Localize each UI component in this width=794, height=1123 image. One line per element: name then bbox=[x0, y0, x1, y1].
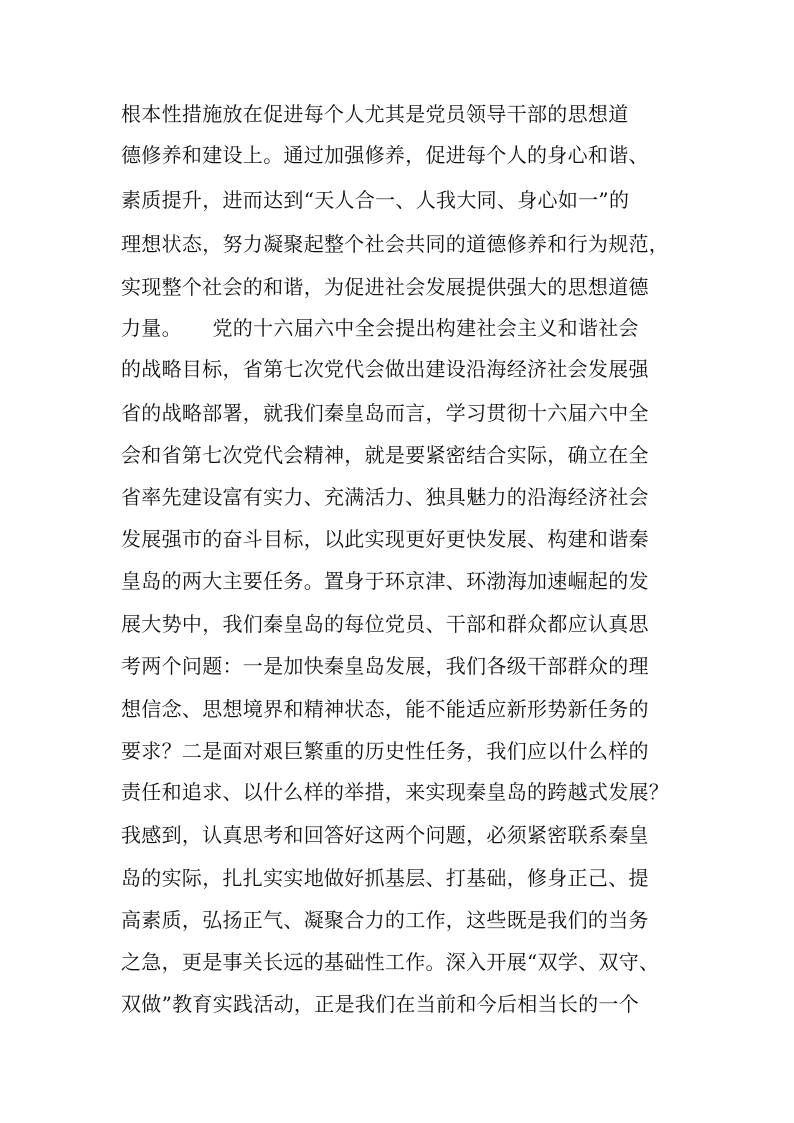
text-line: 根本性措施放在促进每个人尤其是党员领导干部的思想道 bbox=[121, 102, 629, 126]
text-line: 我感到，认真思考和回答好这两个问题，必须紧密联系秦皇 bbox=[121, 823, 649, 847]
text-line: 省率先建设富有实力、充满活力、独具魅力的沿海经济社会 bbox=[121, 485, 649, 509]
text-line: 会和省第七次党代会精神，就是要紧密结合实际，确立在全 bbox=[121, 443, 649, 467]
text-line: 展大势中，我们秦皇岛的每位党员、干部和群众都应认真思 bbox=[121, 612, 649, 636]
text-line: 德修养和建设上。通过加强修养，促进每个人的身心和谐、 bbox=[121, 143, 649, 167]
text-line: 力量。 党的十六届六中全会提出构建社会主义和谐社会 bbox=[121, 316, 639, 340]
text-line: 双做”教育实践活动，正是我们在当前和今后相当长的一个 bbox=[121, 992, 640, 1016]
text-line: 皇岛的两大主要任务。置身于环京津、环渤海加速崛起的发 bbox=[121, 569, 649, 593]
text-line: 理想状态，努力凝聚起整个社会共同的道德修养和行为规范， bbox=[121, 232, 670, 256]
text-line: 责任和追求、以什么样的举措，来实现秦皇岛的跨越式发展？ bbox=[121, 780, 670, 804]
text-line: 考两个问题：一是加快秦皇岛发展，我们各级干部群众的理 bbox=[121, 654, 649, 678]
text-line: 想信念、思想境界和精神状态，能不能适应新形势新任务的 bbox=[121, 697, 649, 721]
text-line: 的战略目标，省第七次党代会做出建设沿海经济社会发展强 bbox=[121, 357, 649, 381]
text-line: 岛的实际，扎扎实实地做好抓基层、打基础，修身正己、提 bbox=[121, 866, 649, 890]
text-line: 省的战略部署，就我们秦皇岛而言，学习贯彻十六届六中全 bbox=[121, 401, 649, 425]
text-line: 素质提升，进而达到“天人合一、人我大同、身心如一”的 bbox=[121, 188, 630, 212]
text-line: 实现整个社会的和谐，为促进社会发展提供强大的思想道德 bbox=[121, 275, 649, 299]
text-line: 高素质，弘扬正气、凝聚合力的工作，这些既是我们的当务 bbox=[121, 908, 649, 932]
text-line: 要求？二是面对艰巨繁重的历史性任务，我们应以什么样的 bbox=[121, 739, 649, 763]
text-line: 发展强市的奋斗目标，以此实现更好更快发展、构建和谐秦 bbox=[121, 527, 649, 551]
text-line: 之急，更是事关长远的基础性工作。深入开展“双学、双守、 bbox=[121, 950, 660, 974]
